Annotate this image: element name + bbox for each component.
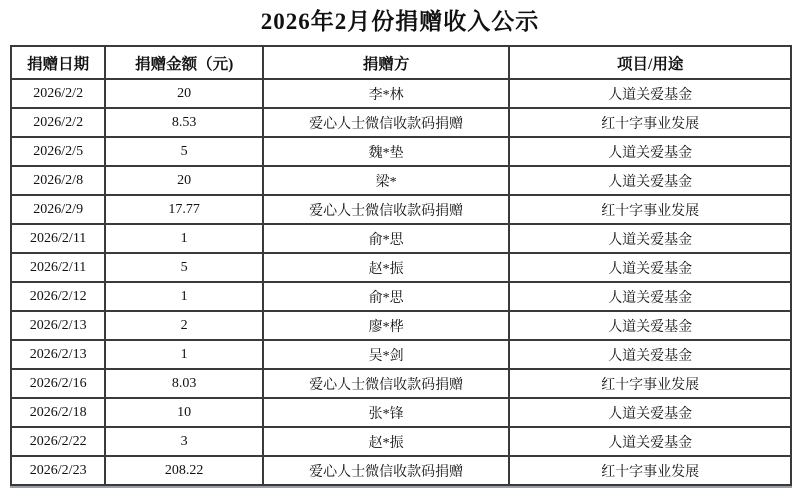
project-cell: 人道关爱基金 xyxy=(509,166,791,195)
table-row xyxy=(11,369,791,398)
donor-cell: 爱心人士微信收款码捐赠 xyxy=(263,369,509,398)
donor-cell: 魏*垫 xyxy=(263,137,509,166)
project-cell: 人道关爱基金 xyxy=(509,340,791,369)
donation-amount-cell: 2 xyxy=(105,311,263,340)
donation-date-cell: 2026/2/18 xyxy=(11,398,105,427)
project-cell: 人道关爱基金 xyxy=(509,398,791,427)
donation-amount-cell: 5 xyxy=(105,137,263,166)
table-body xyxy=(11,79,791,485)
table-row xyxy=(11,166,791,195)
header-donor: 捐赠方 xyxy=(263,46,509,79)
donation-date-cell: 2026/2/2 xyxy=(11,79,105,108)
donation-amount-cell: 1 xyxy=(105,224,263,253)
donation-date-cell: 2026/2/8 xyxy=(11,166,105,195)
project-cell: 人道关爱基金 xyxy=(509,253,791,282)
donor-cell: 赵*振 xyxy=(263,427,509,456)
donation-date-cell: 2026/2/11 xyxy=(11,253,105,282)
table-row xyxy=(11,282,791,311)
donation-date-cell: 2026/2/16 xyxy=(11,369,105,398)
donation-amount-cell: 17.77 xyxy=(105,195,263,224)
project-cell: 红十字事业发展 xyxy=(509,369,791,398)
donation-amount-cell: 20 xyxy=(105,79,263,108)
donation-date-cell: 2026/2/2 xyxy=(11,108,105,137)
table-row xyxy=(11,340,791,369)
table-row xyxy=(11,311,791,340)
donation-amount-cell: 208.22 xyxy=(105,456,263,485)
project-cell: 人道关爱基金 xyxy=(509,427,791,456)
donor-cell: 爱心人士微信收款码捐赠 xyxy=(263,456,509,485)
project-cell: 人道关爱基金 xyxy=(509,311,791,340)
table-row xyxy=(11,108,791,137)
project-cell: 人道关爱基金 xyxy=(509,282,791,311)
donation-date-cell: 2026/2/9 xyxy=(11,195,105,224)
donor-cell: 张*锋 xyxy=(263,398,509,427)
table-row xyxy=(11,137,791,166)
donation-date-cell: 2026/2/13 xyxy=(11,340,105,369)
donation-amount-cell: 5 xyxy=(105,253,263,282)
project-cell: 红十字事业发展 xyxy=(509,108,791,137)
donor-cell: 吴*剑 xyxy=(263,340,509,369)
donor-cell: 赵*振 xyxy=(263,253,509,282)
header-donation-amount: 捐赠金额（元) xyxy=(105,46,263,79)
donation-table xyxy=(10,45,792,486)
header-project-purpose: 项目/用途 xyxy=(509,46,791,79)
donor-cell: 廖*桦 xyxy=(263,311,509,340)
donor-cell: 俞*思 xyxy=(263,224,509,253)
project-cell: 人道关爱基金 xyxy=(509,224,791,253)
table-row xyxy=(11,398,791,427)
page-title: 2026年2月份捐赠收入公示 xyxy=(260,9,540,34)
donation-amount-cell: 1 xyxy=(105,282,263,311)
donation-date-cell: 2026/2/12 xyxy=(11,282,105,311)
project-cell: 人道关爱基金 xyxy=(509,79,791,108)
donation-date-cell: 2026/2/5 xyxy=(11,137,105,166)
donor-cell: 李*林 xyxy=(263,79,509,108)
header-row xyxy=(11,46,791,79)
donation-amount-cell: 10 xyxy=(105,398,263,427)
table-row xyxy=(11,427,791,456)
donor-cell: 爱心人士微信收款码捐赠 xyxy=(263,195,509,224)
donor-cell: 俞*思 xyxy=(263,282,509,311)
donation-date-cell: 2026/2/22 xyxy=(11,427,105,456)
donor-cell: 梁* xyxy=(263,166,509,195)
donation-amount-cell: 20 xyxy=(105,166,263,195)
donation-amount-cell: 1 xyxy=(105,340,263,369)
header-donation-date: 捐赠日期 xyxy=(11,46,105,79)
project-cell: 红十字事业发展 xyxy=(509,456,791,485)
project-cell: 人道关爱基金 xyxy=(509,137,791,166)
table-row xyxy=(11,79,791,108)
donation-date-cell: 2026/2/13 xyxy=(11,311,105,340)
table-row xyxy=(11,224,791,253)
table-row xyxy=(11,253,791,282)
donation-date-cell: 2026/2/11 xyxy=(11,224,105,253)
donation-amount-cell: 8.53 xyxy=(105,108,263,137)
table-row xyxy=(11,456,791,485)
donation-date-cell: 2026/2/23 xyxy=(11,456,105,485)
donation-amount-cell: 3 xyxy=(105,427,263,456)
donor-cell: 爱心人士微信收款码捐赠 xyxy=(263,108,509,137)
table-row xyxy=(11,195,791,224)
donation-amount-cell: 8.03 xyxy=(105,369,263,398)
project-cell: 红十字事业发展 xyxy=(509,195,791,224)
